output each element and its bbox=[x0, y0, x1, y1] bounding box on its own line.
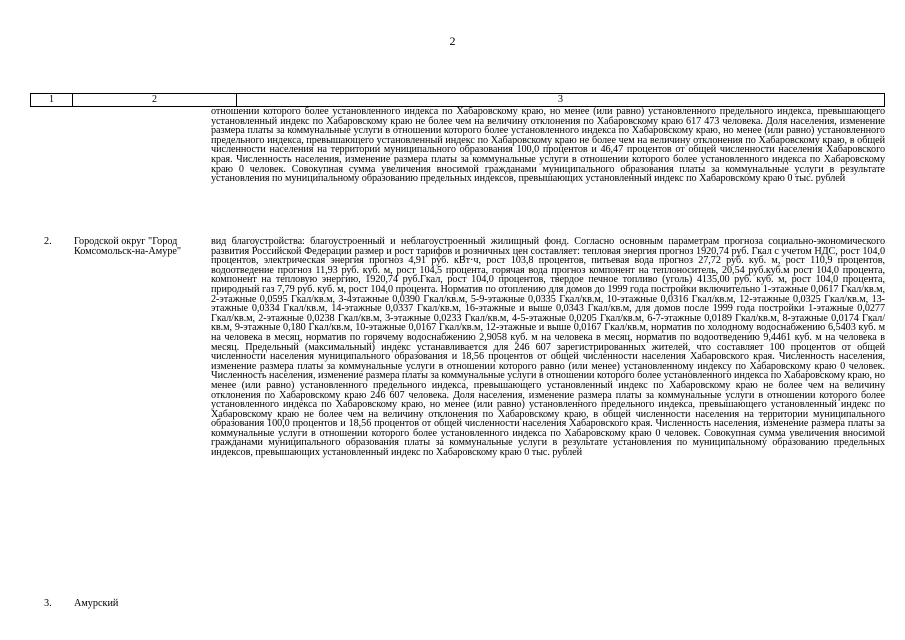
row-2-number: 2. bbox=[44, 236, 52, 247]
row-3-number: 3. bbox=[44, 598, 52, 609]
column-header-3: 3 bbox=[236, 94, 885, 106]
table-header bbox=[30, 93, 885, 107]
row-2-municipality-name: Городской округ "Город Комсомольск-на-Амуре" bbox=[74, 236, 182, 257]
column-header-1: 1 bbox=[30, 94, 72, 106]
row-2-description: вид благоустройства: благоустроенный и неблагоустроенный жилищный фонд. Согласно основным параметрам прогноза социально-экономического развития Российской Федерации размер и рост тарифов и розничных цен составляет: тепловая энергия прогноз 1920,74 руб. Гкал с учетом НДС, рост 104,0 процентов, электрическая энергия прогноз 4,91 руб. кВт·ч, рост 103,8 процентов, питьевая вода прогноз 27,72 руб. куб. м, рост 110,9 процентов, водоотведение прогноз 11,93 руб. куб. м, рост 104,5 процента, горячая вода прогноз компонент на теплоноситель, 20,54 руб.куб.м рост 104,0 процента, компонент на тепловую энергию, 1920,74 руб.Гкал, рост 104,0 процентов, твердое печное топливо (уголь) 4135,00 руб. куб. м, рост 104,0 процента, природный газ 7,79 руб. куб. м, рост 104,0 процента. Норматив по отоплению для домов до 1999 года постройки включительно 1-этажные 0,0617 Гкал/кв.м, 2-этажные 0,0595 Гкал/кв.м, 3-4этажные 0,0390 Гкал/кв.м, 5-9-этажные 0,0335 Гкал/кв.м, 10-этажные 0,0316 Гкал/кв.м, 12-этажные 0,0325 Гкал/кв.м, 13-этажные 0,0334 Гкал/кв.м, 14-этажные 0,0337 Гкал/кв.м, 16-этажные и выше 0,0343 Гкал/кв.м, для домов после 1999 года постройки 1-этажные 0,0277 Гкал/кв.м, 2-этажные 0,0238 Гкал/кв.м, 3-этажные 0,0233 Гкал/кв.м, 4-5-этажные 0,0205 Гкал/кв.м, 6-7-этажные 0,0189 Гкал/кв.м, 8-этажные 0,0174 Гкал/кв.м, 9-этажные 0,180 Гкал/кв.м, 10-этажные 0,0167 Гкал/кв.м, 12-этажные и выше 0,0167 Гкал/кв.м, норматив по холодному водоснабжению 6,5403 куб. м на человека в месяц, норматив по горячему водоснабжению 2,9058 куб. м на человека в месяц, норматив по водоотведению 9,4461 куб. м на человека в месяц. Предельный (максимальный) индекс устанавливается для 246 607 зарегистрированных жителей, что составляет 100 процентов от общей численности населения муниципального образования и 18,56 процентов от общей численности населения Хабаровского края. Численность населения, изменение размера платы за коммунальные услуги в отношении которого равно (или менее) установленному индексу по Хабаровскому краю 0 человек. Численность населения, изменение размера платы за коммунальные услуги в отношении которого более установленного индекса по Хабаровскому краю, но менее (или равно) установленного предельного индекса, превышающего установленный индекс по Хабаровскому краю не более чем на величину отклонения по Хабаровскому краю 246 607 человека. Доля населения, изменение размера платы за коммунальные услуги в отношении которого более установленного индекса по Хабаровскому краю, но менее (или равно) установленного предельного индекса, превышающего установленный индекс по Хабаровскому краю не более чем на величину отклонения по Хабаровскому краю, в общей численности населения на территории муниципального образования 100,0 процентов и 18,56 процентов от общей численности населения Хабаровского края. Численность населения, изменение размера платы за коммунальные услуги в отношении которого более установленного индекса по Хабаровскому краю 0 человек. Совокупная сумма увеличения вносимой гражданами муниципального образования платы за коммунальные услуги в результате установления по муниципальному образованию предельных индексов, превышающих установленный индекс по Хабаровскому краю 0 тыс. рублей bbox=[211, 236, 885, 459]
continuation-text: отношении которого более установленного индекса по Хабаровскому краю, но менее (или равно) установленного предельного индекса, превышающего установленный индекс по Хабаровскому краю не более чем на величину отклонения по Хабаровскому краю 617 473 человека. Доля населения, изменение размера платы за коммунальные услуги в отношении которого более установленного индекса по Хабаровскому краю, но менее (или равно) установленного предельного индекса, превышающего установленный индекс по Хабаровскому краю не более чем на величину отклонения по Хабаровскому краю, в общей численности населения на территории муниципального образования 100,0 процентов и 46,47 процентов от общей численности населения Хабаровского края. Численность населения, изменение размера платы за коммунальные услуги в отношении которого более установленного индекса по Хабаровскому краю 0 человек. Совокупная сумма увеличения вносимой гражданами муниципального образования платы за коммунальные услуги в результате установления по муниципальному образованию предельных индексов, превышающих установленный индекс по Хабаровскому краю 0 тыс. рублей bbox=[211, 106, 885, 185]
column-header-2: 2 bbox=[72, 94, 236, 106]
row-3-municipality-name: Амурский bbox=[74, 598, 119, 609]
page-number: 2 bbox=[449, 34, 456, 48]
